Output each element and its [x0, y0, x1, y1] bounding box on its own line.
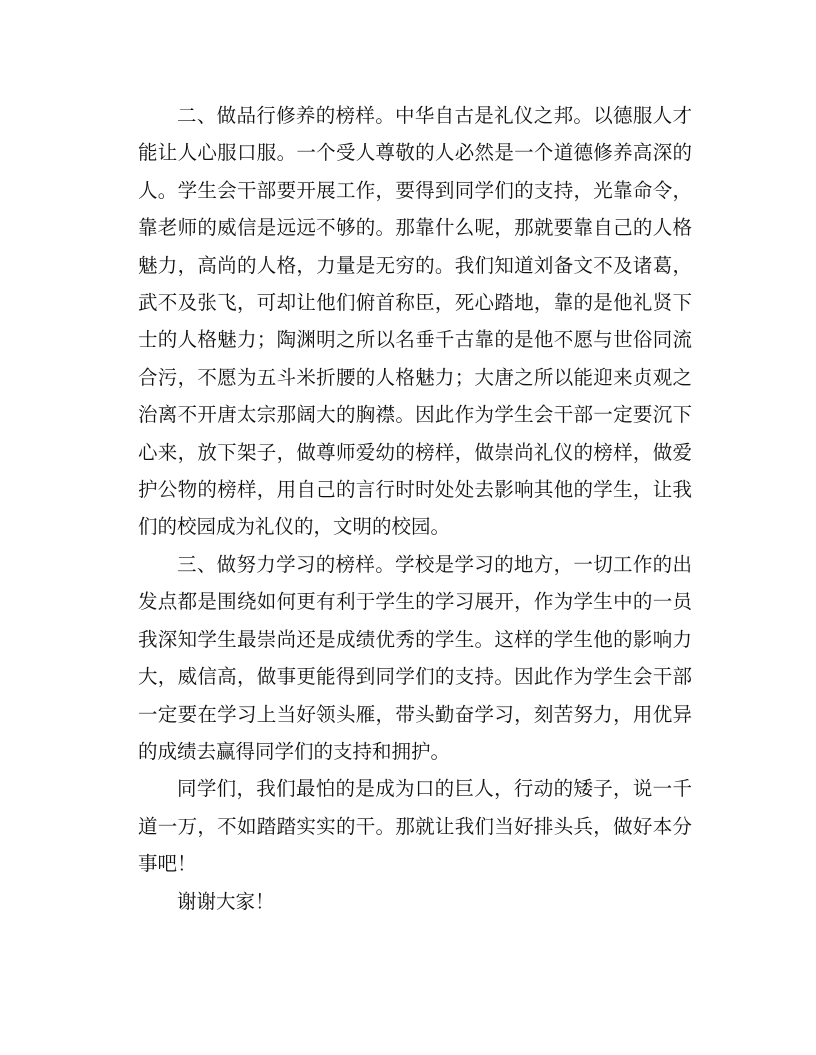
paragraph-study-model: 三、做努力学习的榜样。学校是学习的地方，一切工作的出发点都是围绕如何更有利于学生的学习展开，作为学生中的一员我深知学生最崇尚还是成绩优秀的学生。这样的学生他的影响力大，威信高，做事更能得到同学们的支持。因此作为学生会干部一定要在学习上当好领头雁，带头勤奋学习，刻苦努力，用优异的成绩去赢得同学们的支持和拥护。 — [138, 552, 692, 763]
document-body — [138, 97, 692, 920]
paragraph-thanks: 谢谢大家！ — [177, 889, 275, 913]
paragraph-call-to-action: 同学们，我们最怕的是成为口的巨人，行动的矮子，说一千道一万，不如踏踏实实的干。那就让我们当好排头兵，做好本分事吧！ — [138, 777, 692, 876]
paragraph-character-model: 二、做品行修养的榜样。中华自古是礼仪之邦。以德服人才能让人心服口服。一个受人尊敬的人必然是一个道德修养高深的人。学生会干部要开展工作，要得到同学们的支持，光靠命令，靠老师的威信是远远不够的。那靠什么呢，那就要靠自己的人格魅力，高尚的人格，力量是无穷的。我们知道刘备文不及诸葛，武不及张飞，可却让他们俯首称臣，死心踏地，靠的是他礼贤下士的人格魅力；陶渊明之所以名垂千古靠的是他不愿与世俗同流合污，不愿为五斗米折腰的人格魅力；大唐之所以能迎来贞观之治离不开唐太宗那阔大的胸襟。因此作为学生会干部一定要沉下心来，放下架子，做尊师爱幼的榜样，做崇尚礼仪的榜样，做爱护公物的榜样，用自己的言行时时处处去影响其他的学生，让我们的校园成为礼仪的，文明的校园。 — [138, 104, 692, 539]
